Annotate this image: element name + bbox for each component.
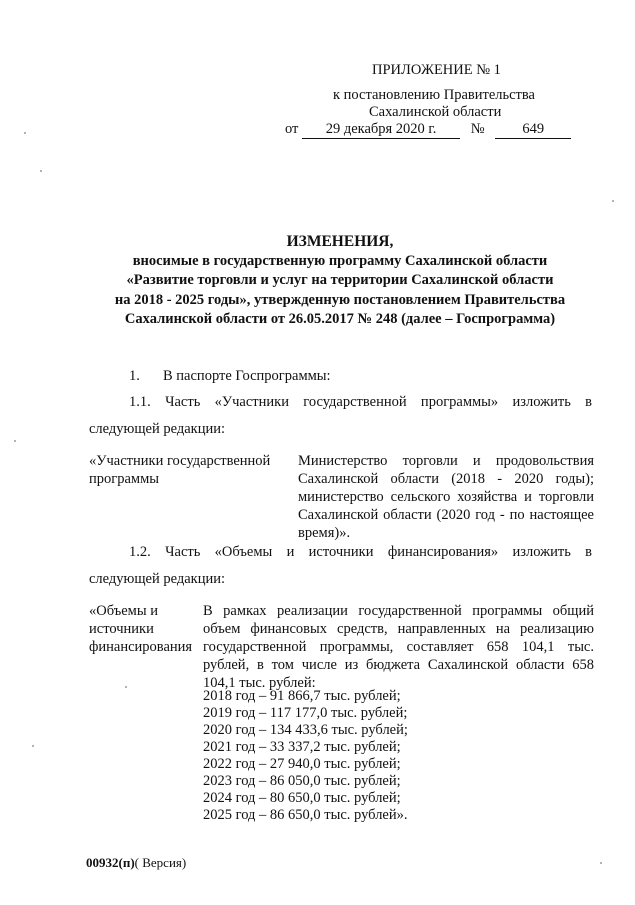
decree-number: 649 — [495, 121, 571, 139]
from-label: от — [285, 121, 299, 137]
heading-line-2: «Развитие торговли и услуг на территории Сахалинской области — [126, 272, 554, 288]
footer-version: ( Версия) — [134, 855, 187, 870]
funding-years-list — [203, 688, 408, 824]
participants-value: Министерство торговли и продовольствия Сахалинской области (2018 - 2020 годы); министерство сельского хозяйства и торговли Сахалинской области (2020 год - по настоящее время)». — [298, 453, 594, 541]
scan-speck — [32, 745, 34, 747]
funding-year-2021: 2021 год – 33 337,2 тыс. рублей; — [203, 739, 401, 755]
heading-title: ИЗМЕНЕНИЯ, — [286, 233, 394, 250]
item-1-text: В паспорте Госпрограммы: — [163, 368, 331, 384]
decree-date: 29 декабря 2020 г. — [302, 121, 460, 139]
funding-label-line-2: источники — [89, 621, 154, 637]
document-heading — [60, 232, 620, 330]
appendix-line-1: к постановлению Правительства — [333, 87, 535, 103]
appendix-line-2: Сахалинской области — [369, 104, 502, 120]
funding-intro: В рамках реализации государственной программы общий объем финансовых средств, направленных на реализацию государственной программы, составляет 658 104,1 тыс. рублей, в том числе из бюджета Сахалинской области 658 104,1 тыс. рублей: — [203, 603, 594, 691]
footer-code: 00932(п) — [86, 855, 135, 870]
funding-year-2023: 2023 год – 86 050,0 тыс. рублей; — [203, 773, 401, 789]
document-footer-code — [86, 855, 186, 871]
item-1-2-line-1: 1.2. Часть «Объемы и источники финансирования» изложить в — [129, 544, 592, 560]
item-1-1-line-2: следующей редакции: — [89, 421, 226, 437]
number-label: № — [470, 121, 485, 137]
scan-speck — [40, 170, 42, 172]
funding-year-2022: 2022 год – 27 940,0 тыс. рублей; — [203, 756, 401, 772]
scan-speck — [612, 200, 614, 202]
funding-label-line-1: «Объемы и — [89, 603, 158, 619]
funding-year-2025: 2025 год – 86 650,0 тыс. рублей». — [203, 807, 408, 823]
funding-label — [89, 602, 201, 656]
scan-speck — [125, 686, 127, 688]
item-1-number: 1. — [129, 368, 140, 384]
scan-speck — [600, 862, 602, 864]
participants-label: «Участники государственной программы — [89, 453, 271, 487]
heading-line-1: вносимые в государственную программу Сахалинской области — [132, 252, 548, 269]
item-1-1-line-1: 1.1. Часть «Участники государственной программы» изложить в — [129, 394, 592, 410]
funding-year-2020: 2020 год – 134 433,6 тыс. рублей; — [203, 722, 408, 738]
scan-speck — [24, 132, 26, 134]
item-1-2-line-2: следующей редакции: — [89, 571, 226, 587]
funding-year-2019: 2019 год – 117 177,0 тыс. рублей; — [203, 705, 408, 721]
funding-year-2018: 2018 год – 91 866,7 тыс. рублей; — [203, 688, 401, 704]
funding-label-line-3: финансирования — [89, 639, 193, 655]
scan-speck — [14, 440, 16, 442]
appendix-title: ПРИЛОЖЕНИЕ № 1 — [372, 62, 501, 78]
appendix-reference — [285, 121, 571, 139]
funding-year-2024: 2024 год – 80 650,0 тыс. рублей; — [203, 790, 401, 806]
heading-line-4: Сахалинской области от 26.05.2017 № 248 (далее – Госпрограмма) — [124, 311, 556, 327]
heading-line-3: на 2018 - 2025 годы», утвержденную постановлением Правительства — [114, 291, 566, 308]
